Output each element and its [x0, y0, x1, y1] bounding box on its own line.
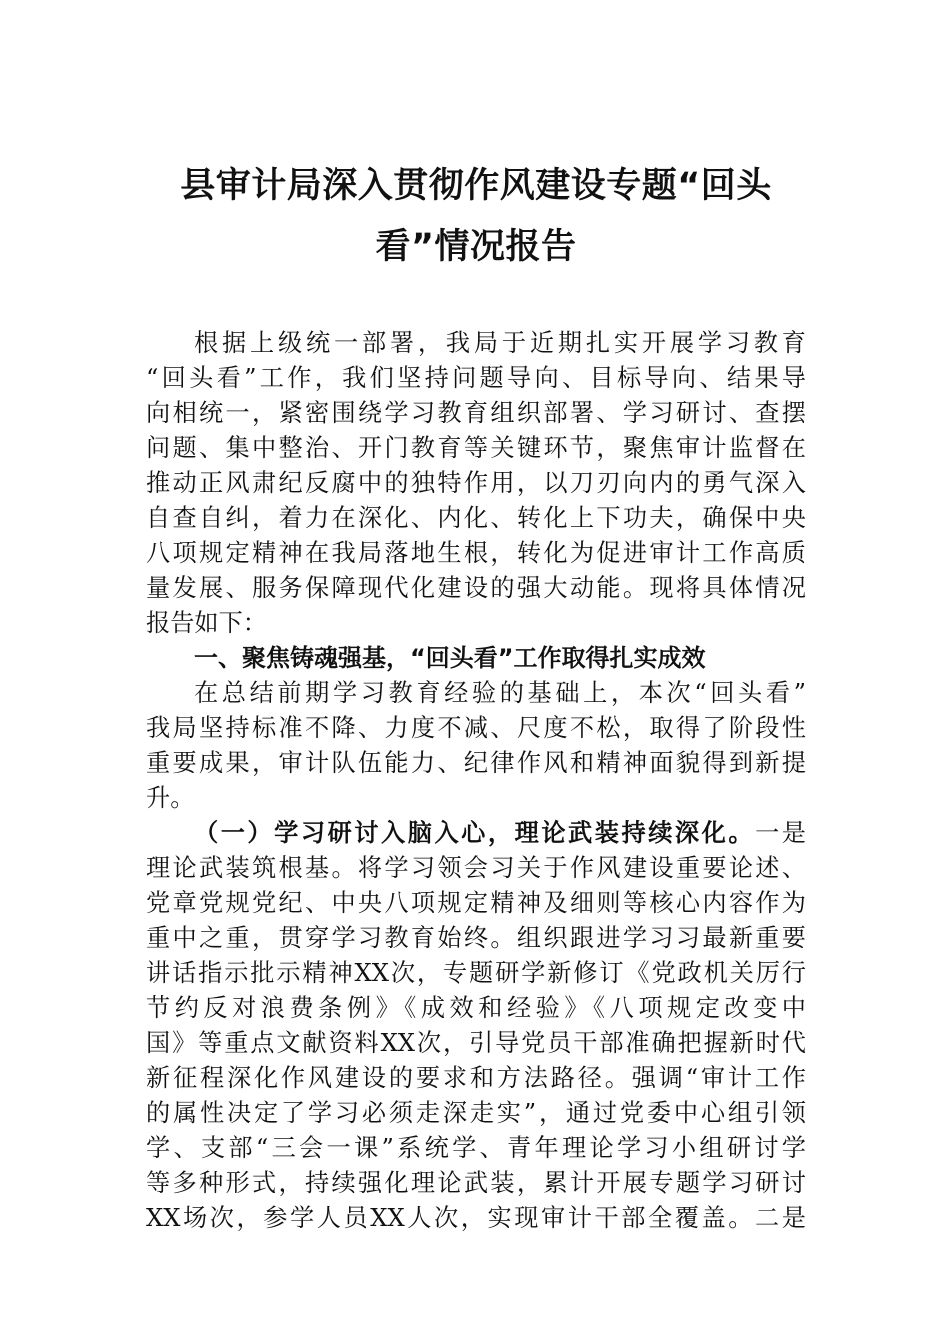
paragraph-line: 我局坚持标准不降、力度不减、尺度不松，取得了阶段性: [146, 714, 806, 742]
paragraph-line: 新征程深化作风建设的要求和方法路径。强调“审计工作: [146, 1064, 806, 1092]
paragraph-line: 理论武装筑根基。将学习领会习关于作风建设重要论述、: [146, 854, 806, 882]
paragraph-line: 重要成果，审计队伍能力、纪律作风和精神面貌得到新提: [146, 749, 806, 777]
paragraph-line: 国》等重点文献资料XX次，引导党员干部准确把握新时代: [146, 1029, 806, 1057]
paragraph-text: 一是: [755, 819, 806, 847]
paragraph-line: 的属性决定了学习必须走深走实”，通过党委中心组引领: [146, 1099, 806, 1127]
paragraph-line: 推动正风肃纪反腐中的独特作用，以刀刃向内的勇气深入: [146, 469, 806, 497]
paragraph-line: 等多种形式，持续强化理论武装，累计开展专题学习研讨: [146, 1169, 806, 1197]
paragraph-line: 向相统一，紧密围绕学习教育组织部署、学习研讨、查摆: [146, 399, 806, 427]
paragraph-line: “回头看”工作，我们坚持问题导向、目标导向、结果导: [146, 364, 806, 392]
document-title-line-2: 看”情况报告: [375, 227, 577, 267]
subsection-heading: （一）学习研讨入脑入心，理论武装持续深化。: [194, 818, 756, 847]
paragraph-line: 党章党规党纪、中央八项规定精神及细则等核心内容作为: [146, 889, 806, 917]
paragraph-line: 八项规定精神在我局落地生根，转化为促进审计工作高质: [146, 539, 806, 567]
paragraph-line: 节约反对浪费条例》《成效和经验》《八项规定改变中: [146, 994, 806, 1022]
paragraph-line: 量发展、服务保障现代化建设的强大动能。现将具体情况: [146, 574, 806, 602]
paragraph-line: 根据上级统一部署，我局于近期扎实开展学习教育: [194, 329, 806, 357]
paragraph-line: 报告如下：: [146, 609, 267, 637]
paragraph-line: 讲话指示批示精神XX次，专题研学新修订《党政机关厉行: [146, 959, 806, 987]
paragraph-line: XX场次，参学人员XX人次，实现审计干部全覆盖。二是: [146, 1204, 806, 1232]
paragraph-line: 在总结前期学习教育经验的基础上，本次“回头看”: [194, 679, 806, 707]
paragraph-line: 升。: [146, 784, 195, 812]
section-heading: 一、聚焦铸魂强基，“回头看”工作取得扎实成效: [194, 644, 706, 672]
paragraph-line: 重中之重，贯穿学习教育始终。组织跟进学习习最新重要: [146, 924, 806, 952]
paragraph-line: 问题、集中整治、开门教育等关键环节，聚焦审计监督在: [146, 434, 806, 462]
paragraph-line: 学、支部“三会一课”系统学、青年理论学习小组研讨学: [146, 1134, 806, 1162]
document-title-line-1: 县审计局深入贯彻作风建设专题“回头: [180, 166, 772, 206]
paragraph-line: [194, 816, 806, 850]
paragraph-line: 自查自纠，着力在深化、内化、转化上下功夫，确保中央: [146, 504, 806, 532]
